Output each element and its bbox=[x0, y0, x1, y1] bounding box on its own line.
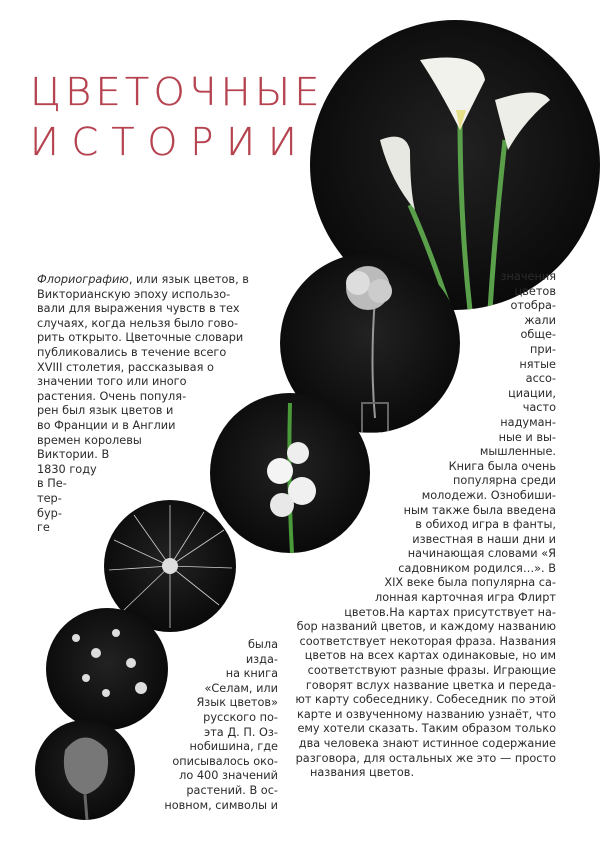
text-line: разговора, для остальных же это — просто bbox=[295, 751, 556, 765]
text-line: описывалось око- bbox=[172, 754, 278, 768]
text-line: отобра- bbox=[510, 299, 556, 313]
text-line: случаях, когда нельзя было гово- bbox=[37, 316, 239, 330]
text-line: часто bbox=[522, 401, 556, 415]
text-line: русского по- bbox=[203, 710, 278, 724]
text-line: растения. Очень популя- bbox=[37, 389, 187, 403]
text-line: XIX веке была популярна са- bbox=[384, 576, 556, 590]
text-line: ют карту собеседнику. Собеседник по этой bbox=[295, 693, 556, 707]
text-line: Книга была очень bbox=[448, 459, 556, 473]
text-line: эта Д. П. Оз- bbox=[204, 725, 278, 739]
text-line: вали для выражения чувств в тех bbox=[37, 302, 240, 316]
text-line: 1830 году bbox=[37, 462, 97, 476]
text-line: надуман- bbox=[500, 415, 556, 429]
text-line: значении того или иного bbox=[37, 375, 187, 389]
text-line: во Франции и в Англии bbox=[37, 418, 176, 432]
text-line: соответствует некоторая фраза. Названия bbox=[299, 634, 556, 648]
text-line: садовником родился…». В bbox=[398, 561, 556, 575]
text-line: «Селам, или bbox=[204, 681, 278, 695]
text-line: Викторианскую эпоху использо- bbox=[37, 287, 231, 301]
text-line: циации, bbox=[508, 386, 556, 400]
text-line: ге bbox=[37, 521, 50, 535]
text-line: цветов на всех картах одинаковые, но им bbox=[304, 649, 556, 663]
text-line: в Пе- bbox=[37, 477, 67, 491]
text-line: говорят вслух название цветка и переда- bbox=[305, 678, 556, 692]
text-line: рить открыто. Цветочные словари bbox=[37, 331, 244, 345]
text-line: нобишина, где bbox=[189, 740, 278, 754]
text-line: соответствуют разные фразы. Играющие bbox=[307, 664, 556, 678]
bottom-left-text-block bbox=[164, 638, 278, 813]
text-line: жали bbox=[524, 313, 556, 327]
text-line: ему хотели сказать. Таким образом только bbox=[297, 722, 556, 736]
text-line: изда- bbox=[245, 652, 278, 666]
right-text-block bbox=[295, 270, 556, 781]
text-line: тер- bbox=[37, 491, 62, 505]
text-line: бур- bbox=[37, 506, 62, 520]
text-line: нятые bbox=[519, 357, 556, 371]
text-line bbox=[37, 273, 249, 288]
text-line: времен королевы bbox=[37, 433, 142, 447]
text-line: значения bbox=[500, 270, 556, 283]
page-title-line-2: ИСТОРИИ bbox=[30, 120, 310, 164]
text-line: начинающая словами «Я bbox=[407, 547, 556, 561]
text-line: при- bbox=[530, 342, 556, 356]
text-line: Виктории. В bbox=[37, 448, 110, 462]
page-title-line-1: ЦВЕТОЧНЫЕ bbox=[30, 70, 324, 114]
text-line: растений. В ос- bbox=[186, 783, 278, 797]
tulip-photo bbox=[35, 720, 135, 820]
text-line: цветов.На картах присутствует на- bbox=[344, 605, 556, 619]
text-line: популярна среди bbox=[453, 474, 556, 488]
text-line: публиковались в течение всего bbox=[37, 345, 227, 359]
text-line: молодежи. Ознобиши- bbox=[421, 488, 556, 502]
text-line: ным также была введена bbox=[403, 503, 556, 517]
text-line: XVIII столетия, рассказывая о bbox=[37, 360, 214, 374]
text-line: названия цветов. bbox=[310, 766, 415, 780]
text-line: ассо- bbox=[525, 372, 556, 386]
text-line: новном, символы и bbox=[164, 798, 278, 812]
gypsophila-photo bbox=[46, 608, 168, 730]
text-line: обще- bbox=[520, 328, 556, 342]
text-line-rest: , или язык цветов, в bbox=[128, 273, 249, 286]
text-line: на книга bbox=[225, 667, 278, 681]
text-line: цветов bbox=[514, 284, 556, 298]
text-line: рен был язык цветов и bbox=[37, 404, 174, 418]
text-line: ные и вы- bbox=[498, 430, 556, 444]
text-line: мышленные. bbox=[479, 445, 556, 459]
left-text-block bbox=[37, 273, 249, 536]
text-line: два человека знают истинное содержание bbox=[298, 737, 556, 750]
text-line: бор названий цветов, и каждому названию bbox=[296, 620, 556, 634]
text-line: была bbox=[247, 638, 278, 651]
text-line: известная в наши дни и bbox=[412, 532, 556, 546]
text-line: лонная карточная игра Флирт bbox=[375, 591, 556, 605]
italic-term: Флориографию bbox=[37, 273, 129, 286]
text-line: Язык цветов» bbox=[196, 696, 278, 710]
text-line: в обиход игра в фанты, bbox=[415, 518, 556, 532]
text-line: ло 400 значений bbox=[179, 769, 278, 783]
text-line: карте и озвученному названию узнаёт, что bbox=[297, 707, 556, 721]
